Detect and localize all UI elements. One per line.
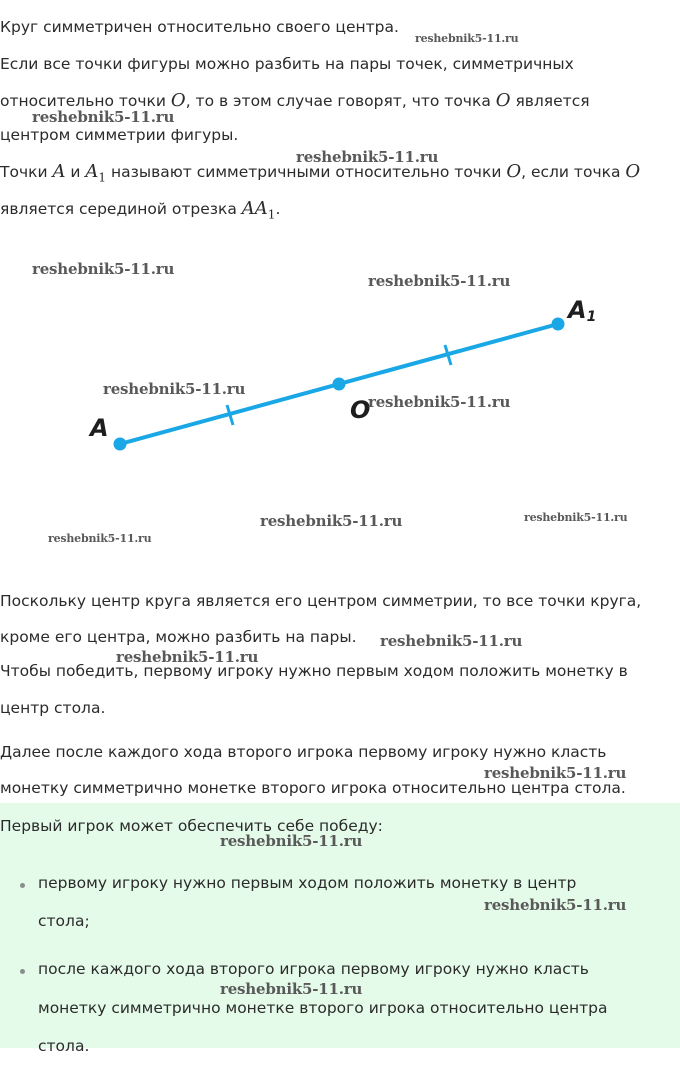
paragraph-text: центр стола. [0,699,106,717]
paragraph-text: Поскольку центр круга является его центром симметрии, то все точки круга, [0,592,642,610]
paragraph-text: кроме его центра, можно разбить на пары. [0,628,357,646]
text-line [0,743,606,761]
text-line [0,198,280,222]
text-line [0,126,238,144]
watermark: reshebnik5-11.ru [415,32,519,45]
watermark: reshebnik5-11.ru [296,148,439,166]
label-a1: A1 [568,296,597,325]
paragraph-text: , то в этом случае говорят, что точка [185,92,496,110]
watermark: reshebnik5-11.ru [220,832,363,850]
list-item-text: стола; [38,912,90,930]
paragraph-text: Круг симметричен относительно своего центра. [0,18,399,36]
paragraph-text: относительно точки [0,92,171,110]
text-line [0,592,641,610]
watermark: reshebnik5-11.ru [116,648,259,666]
watermark: reshebnik5-11.ru [368,393,511,411]
list-item-text: первому игроку нужно первым ходом положить монетку в центр [38,874,577,892]
paragraph-text: Далее после каждого хода второго игрока первому игроку нужно класть [0,743,607,761]
paragraph-text: центром симметрии фигуры. [0,126,239,144]
paragraph-text: является серединой отрезка [0,200,242,218]
bullet-icon [20,969,25,974]
bullet-icon [20,883,25,888]
paragraph-text: , если точка [521,163,626,181]
text-line [0,662,628,680]
text-line [0,55,574,73]
list-item-text: монетку симметрично монетке второго игрока относительно центра [38,999,608,1017]
math-point-o: O [506,161,522,182]
math-segment-aa1: $AA_1$ [241,198,276,222]
label-o: O [350,396,371,424]
math-point-a1: $A_1$ [85,161,107,185]
watermark: reshebnik5-11.ru [524,511,628,524]
paragraph-text: называют симметричными относительно точки [106,163,507,181]
math-point-o: O [495,90,511,111]
label-a: A [90,414,109,442]
paragraph-text: Чтобы победить, первому игроку нужно первым ходом положить монетку в [0,662,628,680]
list-item-text: после каждого хода второго игрока первому игроку нужно класть [38,960,589,978]
list-item-text: стола. [38,1037,90,1055]
watermark: reshebnik5-11.ru [32,260,175,278]
paragraph-text: монетку симметрично монетке второго игрока относительно центра стола. [0,779,626,797]
watermark: reshebnik5-11.ru [380,632,523,650]
paragraph-text: . [275,200,281,218]
summary-heading: Первый игрок может обеспечить себе победу: [0,817,383,835]
text-line [0,18,399,36]
watermark: reshebnik5-11.ru [368,272,511,290]
point-o [333,378,346,391]
watermark: reshebnik5-11.ru [484,896,627,914]
watermark: reshebnik5-11.ru [220,980,363,998]
text-line [0,699,105,717]
watermark: reshebnik5-11.ru [48,532,152,545]
paragraph-text: является [510,92,590,110]
watermark: reshebnik5-11.ru [32,108,175,126]
watermark: reshebnik5-11.ru [484,764,627,782]
paragraph-text: Если все точки фигуры можно разбить на пары точек, симметричных [0,55,574,73]
math-point-o: O [170,90,186,111]
paragraph-text: Точки [0,163,53,181]
watermark: reshebnik5-11.ru [260,512,403,530]
math-point-a: A [52,161,66,182]
point-a1 [552,318,565,331]
paragraph-text: и [65,163,86,181]
math-point-o: O [625,161,641,182]
symmetry-diagram [0,240,680,540]
text-line [0,628,357,646]
watermark: reshebnik5-11.ru [103,380,246,398]
point-a [114,438,127,451]
